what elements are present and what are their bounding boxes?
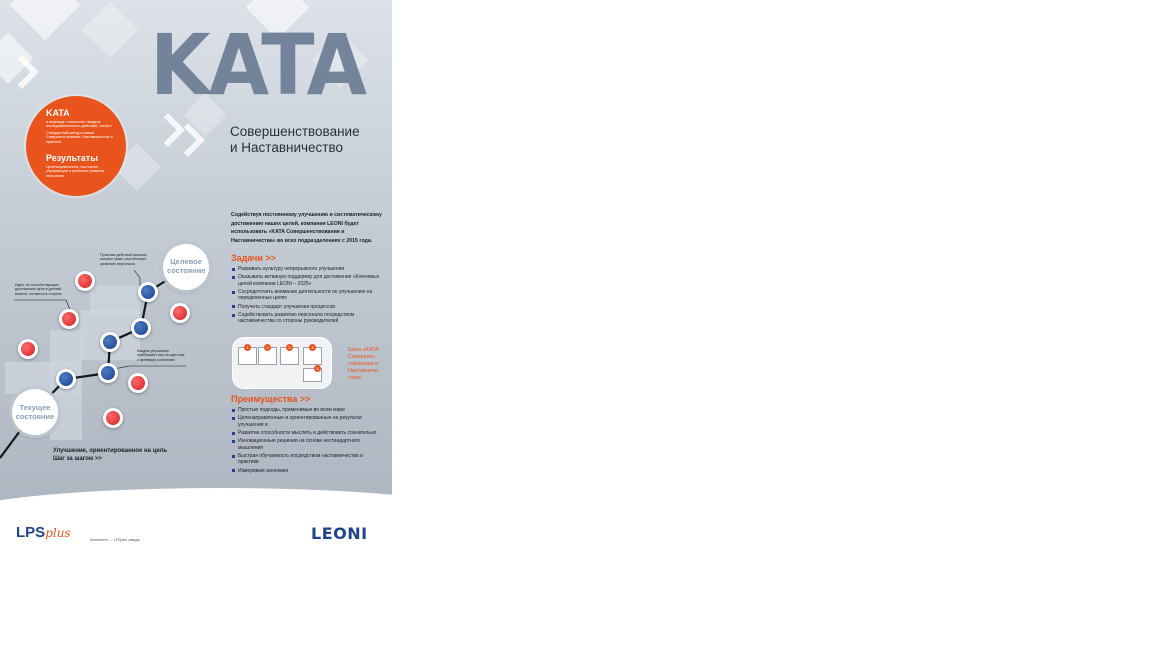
blue-node [100, 332, 120, 352]
advantage-item: Быстрая обучаемость посредством наставничества и практики [232, 453, 382, 465]
task-item: Оказывать активную поддержку для достижения «Ключевых целей компании LEONI – 2025» [232, 274, 382, 286]
advantages-heading: Преимущества >> [231, 394, 311, 404]
blue-node [138, 282, 158, 302]
poster-title: KATA [150, 16, 366, 114]
poster-subtitle [230, 124, 390, 156]
advantage-item: Простые подходы, применимые во всем мире [232, 407, 382, 413]
tasks-list [232, 266, 382, 327]
note-small-steps: Практика действий малыми шагами также способствует развитию персонала [100, 253, 147, 266]
path-caption [53, 447, 183, 463]
advantage-item: Измеримая экономия [232, 468, 382, 474]
note-pointer [108, 366, 186, 370]
lps-plus-logo [16, 524, 71, 541]
leoni-logo: LEONI [311, 524, 368, 543]
intro-text: Содействуя постоянному улучшению и систематическому достижению наших целей, компания LEONI будет использовать «KATA Совершенствования и Наставничества» во всех подразделениях с 2015 года. [231, 212, 382, 244]
red-node [170, 303, 190, 323]
lps-note: Компонент → LPSplus завода [90, 538, 140, 542]
kata-method: Стандартный метод и навык: Совершенствование, Наставничество и практика [46, 131, 113, 144]
results-heading: Результаты [46, 153, 98, 163]
step-card [258, 347, 277, 365]
red-node [75, 271, 95, 291]
task-item: Получить стандарт улучшения процессов [232, 304, 382, 310]
step-card [280, 347, 299, 365]
current-state-circle [12, 389, 58, 435]
advantages-list [232, 407, 382, 476]
task-item: Развивать культуру непрерывного улучшения [232, 266, 382, 272]
kata-steps-panel [232, 337, 332, 389]
red-node [128, 373, 148, 393]
kata-heading: KATA [46, 108, 70, 118]
results-text: Целенаправленное, постоянно улучшающее и успешное развитие персонала [46, 165, 105, 178]
blue-node [131, 318, 151, 338]
path-caption-line1: Улучшение, ориентированное на цель [53, 448, 168, 454]
red-node [18, 339, 38, 359]
step-number: 3 [286, 344, 293, 351]
note-pointer [134, 270, 140, 286]
target-state-circle [163, 244, 209, 290]
note-pointer [14, 300, 70, 310]
step-card [303, 347, 322, 365]
tasks-heading: Задачи >> [231, 253, 276, 263]
advantage-item: Развитие способности мыслить и действовать сознательно [232, 430, 382, 436]
step-number: 5 [314, 365, 321, 372]
step-card [238, 347, 257, 365]
lps-logo-main: LPS [16, 524, 46, 541]
path-caption-line2: Шаг за шагом >> [53, 456, 102, 462]
step-number: 2 [264, 344, 271, 351]
blue-node [56, 369, 76, 389]
step-number: 4 [309, 344, 316, 351]
advantage-item: Целенаправленные и ориентированные на результат улучшения и [232, 415, 382, 427]
note-each-improvement: Каждое улучшение приближает нас на один шаг к целевому состоянию [137, 349, 185, 362]
step-card [303, 368, 322, 382]
kata-definition: в переводе с японского «модель, последовательность действий, «ката»» [46, 120, 113, 129]
task-item: Содействовать развитию персонала посредством наставничества со стороны руководителей [232, 312, 382, 324]
subtitle-line2: и Наставничество [230, 140, 344, 155]
target-state-label: Целевое состояние [167, 257, 206, 275]
task-item: Сосредоточить внимание деятельности по улучшению на определенных целях [232, 289, 382, 301]
red-node [103, 408, 123, 428]
step-number: 1 [244, 344, 251, 351]
note-ideas-aside: Идеи, не способствующие достижению цели в данный момент, остаются в стороне [15, 283, 62, 296]
blue-node [98, 363, 118, 383]
subtitle-line1: Совершенствование [230, 124, 360, 139]
kata-poster [0, 0, 392, 560]
kata-definition-circle [26, 96, 126, 196]
red-node [59, 309, 79, 329]
kata-steps-label: Шаги «KATA Совершенствования и Наставничества» [348, 347, 380, 381]
current-state-label: Текущее состояние [15, 403, 55, 421]
lps-logo-plus: plus [45, 526, 71, 540]
advantage-item: Инновационные решения на основе нестандартного мышления [232, 438, 382, 450]
